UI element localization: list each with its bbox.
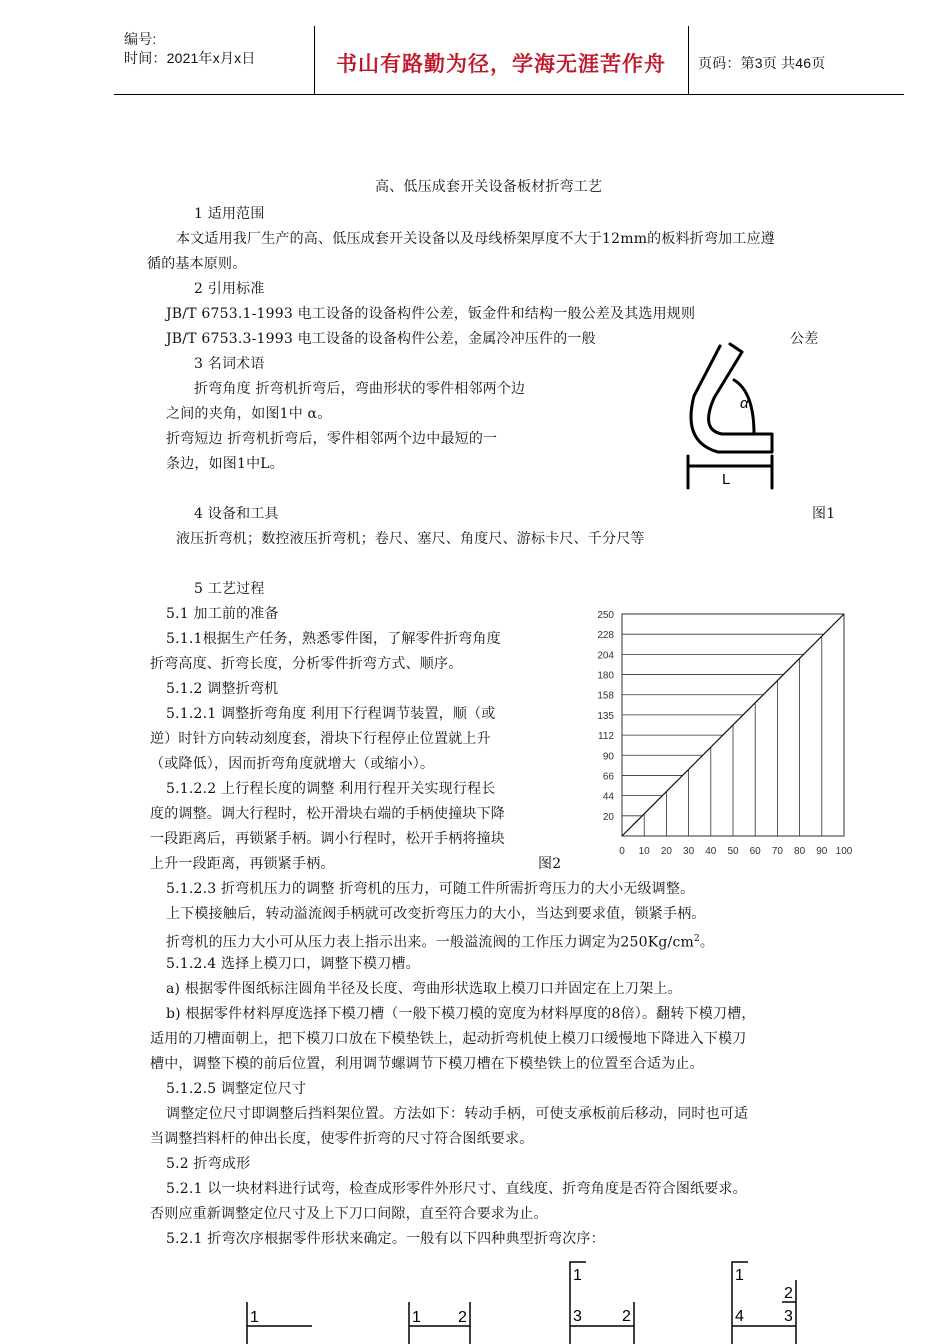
paragraph-5-1-2-2-line4: 上升一段距离，再锁紧手柄。 — [150, 856, 335, 872]
figure-2-chart — [588, 606, 856, 862]
x-tick-label: 50 — [727, 846, 739, 857]
bend-number: 4 — [735, 1308, 744, 1325]
bend-sequence-1 — [242, 1298, 314, 1344]
paragraph-5-1-2-5-line2: 当调整挡料杆的伸出长度，使零件折弯的尺寸符合图纸要求。 — [150, 1131, 534, 1147]
paragraph-5-1-2-3-line3 — [166, 928, 714, 954]
header-motto: 书山有路勤为径，学海无涯苦作舟 — [336, 51, 666, 76]
paragraph-5-1-2-2-line1: 5.1.2.2 上行程长度的调整 利用行程开关实现行程长 — [166, 781, 496, 797]
term-short-edge-line2: 条边，如图1中L。 — [166, 456, 285, 472]
y-tick-label: 228 — [597, 630, 614, 642]
paragraph-5-2-1-line3: 5.2.1 折弯次序根据零件形状来确定。一般有以下四种典型折弯次序： — [166, 1231, 605, 1247]
x-tick-label: 20 — [660, 846, 672, 857]
paragraph-5-1-2-3-line2: 上下模接触后，转动溢流阀手柄就可改变折弯压力的大小，当达到要求值，锁紧手柄。 — [166, 906, 706, 922]
subsection-5-1-2-4: 5.1.2.4 选择上模刀口，调整下模刀槽。 — [166, 956, 420, 972]
section-heading-2: 2 引用标准 — [194, 281, 265, 297]
subsection-5-2: 5.2 折弯成形 — [166, 1156, 251, 1172]
x-tick-label: 0 — [619, 846, 625, 857]
paragraph-5-1-1-line2: 折弯高度、折弯长度，分析零件折弯方式、顺序。 — [150, 656, 463, 672]
x-tick-label: 30 — [683, 846, 695, 857]
y-tick-label: 112 — [598, 731, 614, 743]
bend-number: 1 — [573, 1267, 582, 1284]
bent-part-outline — [691, 344, 772, 452]
paragraph-5-2-1-line2: 否则应重新调整定位尺寸及上下刀口间隙，直至符合要求为止。 — [150, 1206, 548, 1222]
bend-number: 1 — [250, 1309, 259, 1326]
bend-number: 1 — [735, 1267, 744, 1284]
bend-number: 2 — [622, 1308, 631, 1325]
paragraph-5-1-2-2-line3: 一段距离后，再锁紧手柄。调小行程时，松开手柄将撞块 — [150, 831, 505, 847]
x-tick-label: 70 — [771, 846, 783, 857]
bend-number: 1 — [412, 1309, 421, 1326]
reference-2-tail: 公差 — [790, 331, 819, 347]
y-tick-label: 20 — [602, 811, 614, 823]
x-tick-label: 90 — [816, 846, 828, 857]
section-heading-3: 3 名词术语 — [194, 356, 265, 372]
subsection-5-1-2: 5.1.2 调整折弯机 — [166, 681, 279, 697]
item-b-line2: 适用的刀槽面朝上，把下模刀口放在下模垫铁上，起动折弯机使上模刀口缓慢地下降进入下模刀 — [150, 1031, 747, 1047]
paragraph-scope-line1: 本文适用我厂生产的高、低压成套开关设备以及母线桥架厚度不大于12mm的板料折弯加工应遵 — [176, 231, 775, 247]
section-heading-4: 4 设备和工具 — [194, 506, 279, 522]
bend-number: 2 — [784, 1285, 793, 1302]
document-number-label: 编号: — [124, 31, 157, 47]
item-b-line1: b) 根据零件材料厚度选择下模刀槽（一般下模刀模的宽度为材料厚度的8倍）。翻转下模刀槽， — [166, 1006, 756, 1022]
section-heading-1: 1 适用范围 — [194, 206, 265, 222]
subsection-5-1: 5.1 加工前的准备 — [166, 606, 279, 622]
bend-sequence-2 — [404, 1298, 476, 1344]
x-tick-label: 100 — [835, 846, 853, 857]
paragraph-5-1-2-5-line1: 调整定位尺寸即调整后挡料架位置。方法如下：转动手柄，可使支承板前后移动，同时也可适 — [166, 1106, 749, 1122]
superscript-2: 2 — [693, 934, 700, 944]
item-a: a) 根据零件图纸标注圆角半径及长度、弯曲形状选取上模刀口并固定在上刀架上。 — [166, 981, 682, 997]
paragraph-5-1-2-1-line3: （或降低），因而折弯角度就增大（或缩小）。 — [150, 756, 435, 772]
figure-1-bend-sketch — [678, 338, 790, 496]
page-title: 高、低压成套开关设备板材折弯工艺 — [375, 179, 603, 195]
paragraph-5-1-2-3-line1: 5.1.2.3 折弯机压力的调整 折弯机的压力，可随工件所需折弯压力的大小无级调整。 — [166, 881, 695, 897]
x-tick-label: 60 — [749, 846, 761, 857]
bend-sequence-4 — [726, 1258, 802, 1344]
pressure-text: 折弯机的压力大小可从压力表上指示出来。一般溢流阀的工作压力调定为250Kg/cm — [166, 934, 694, 951]
paragraph-5-1-2-1-line2: 逆）时针方向转动刻度套，滑块下行程停止位置就上升 — [150, 731, 491, 747]
y-tick-label: 66 — [602, 771, 614, 783]
bend-number: 2 — [458, 1309, 467, 1326]
item-b-line3: 槽中，调整下模的前后位置，利用调节螺调节下模刀槽在下模垫铁上的位置至合适为止。 — [150, 1056, 704, 1072]
x-tick-label: 10 — [638, 846, 650, 857]
x-tick-label: 40 — [705, 846, 717, 857]
header-divider-left — [314, 26, 315, 94]
y-tick-label: 180 — [597, 670, 614, 682]
pressure-text-end: 。 — [699, 934, 715, 951]
page-number-label: 页码：第3页 共46页 — [698, 55, 826, 71]
paragraph-5-1-2-1-line1: 5.1.2.1 调整折弯角度 利用下行程调节装置，顺（或 — [166, 706, 496, 722]
paragraph-scope-line2: 循的基本原则。 — [147, 256, 247, 272]
subsection-5-1-2-5: 5.1.2.5 调整定位尺寸 — [166, 1081, 307, 1097]
bend-number: 3 — [784, 1308, 793, 1325]
x-tick-label: 80 — [794, 846, 806, 857]
term-bend-angle-line2: 之间的夹角，如图1中 α。 — [166, 406, 332, 422]
y-tick-label: 158 — [597, 690, 614, 702]
term-bend-angle-line1: 折弯角度 折弯机折弯后，弯曲形状的零件相邻两个边 — [194, 381, 526, 397]
length-label: L — [722, 471, 731, 488]
time-label: 时间：2021年x月x日 — [124, 50, 256, 66]
angle-label: α — [740, 395, 749, 412]
bend-number: 3 — [573, 1308, 582, 1325]
header-divider-right — [688, 26, 689, 94]
y-tick-label: 135 — [597, 710, 614, 722]
y-tick-label: 90 — [602, 751, 614, 763]
term-short-edge-line1: 折弯短边 折弯机折弯后，零件相邻两个边中最短的一 — [166, 431, 498, 447]
y-tick-label: 250 — [597, 610, 614, 621]
figure-2-caption: 图2 — [538, 856, 562, 872]
section-heading-5: 5 工艺过程 — [194, 581, 265, 597]
bend-sequence-3 — [564, 1258, 640, 1344]
header-bottom-rule — [114, 94, 904, 95]
y-tick-label: 204 — [597, 650, 614, 662]
figure-1-caption: 图1 — [812, 506, 836, 522]
tools-list: 液压折弯机；数控液压折弯机；卷尺、塞尺、角度尺、游标卡尺、千分尺等 — [176, 531, 645, 547]
reference-1: JB/T 6753.1-1993 电工设备的设备构件公差，钣金件和结构一般公差及其选用规则 — [166, 306, 696, 322]
paragraph-5-2-1-line1: 5.2.1 以一块材料进行试弯，检查成形零件外形尺寸、直线度、折弯角度是否符合图纸要求。 — [166, 1181, 747, 1197]
paragraph-5-1-1-line1: 5.1.1根据生产任务，熟悉零件图，了解零件折弯角度 — [166, 631, 501, 647]
y-tick-label: 44 — [602, 791, 614, 803]
reference-2: JB/T 6753.3-1993 电工设备的设备构件公差，金属冷冲压件的一般 — [166, 331, 596, 347]
paragraph-5-1-2-2-line2: 度的调整。调大行程时，松开滑块右端的手柄使撞块下降 — [150, 806, 505, 822]
